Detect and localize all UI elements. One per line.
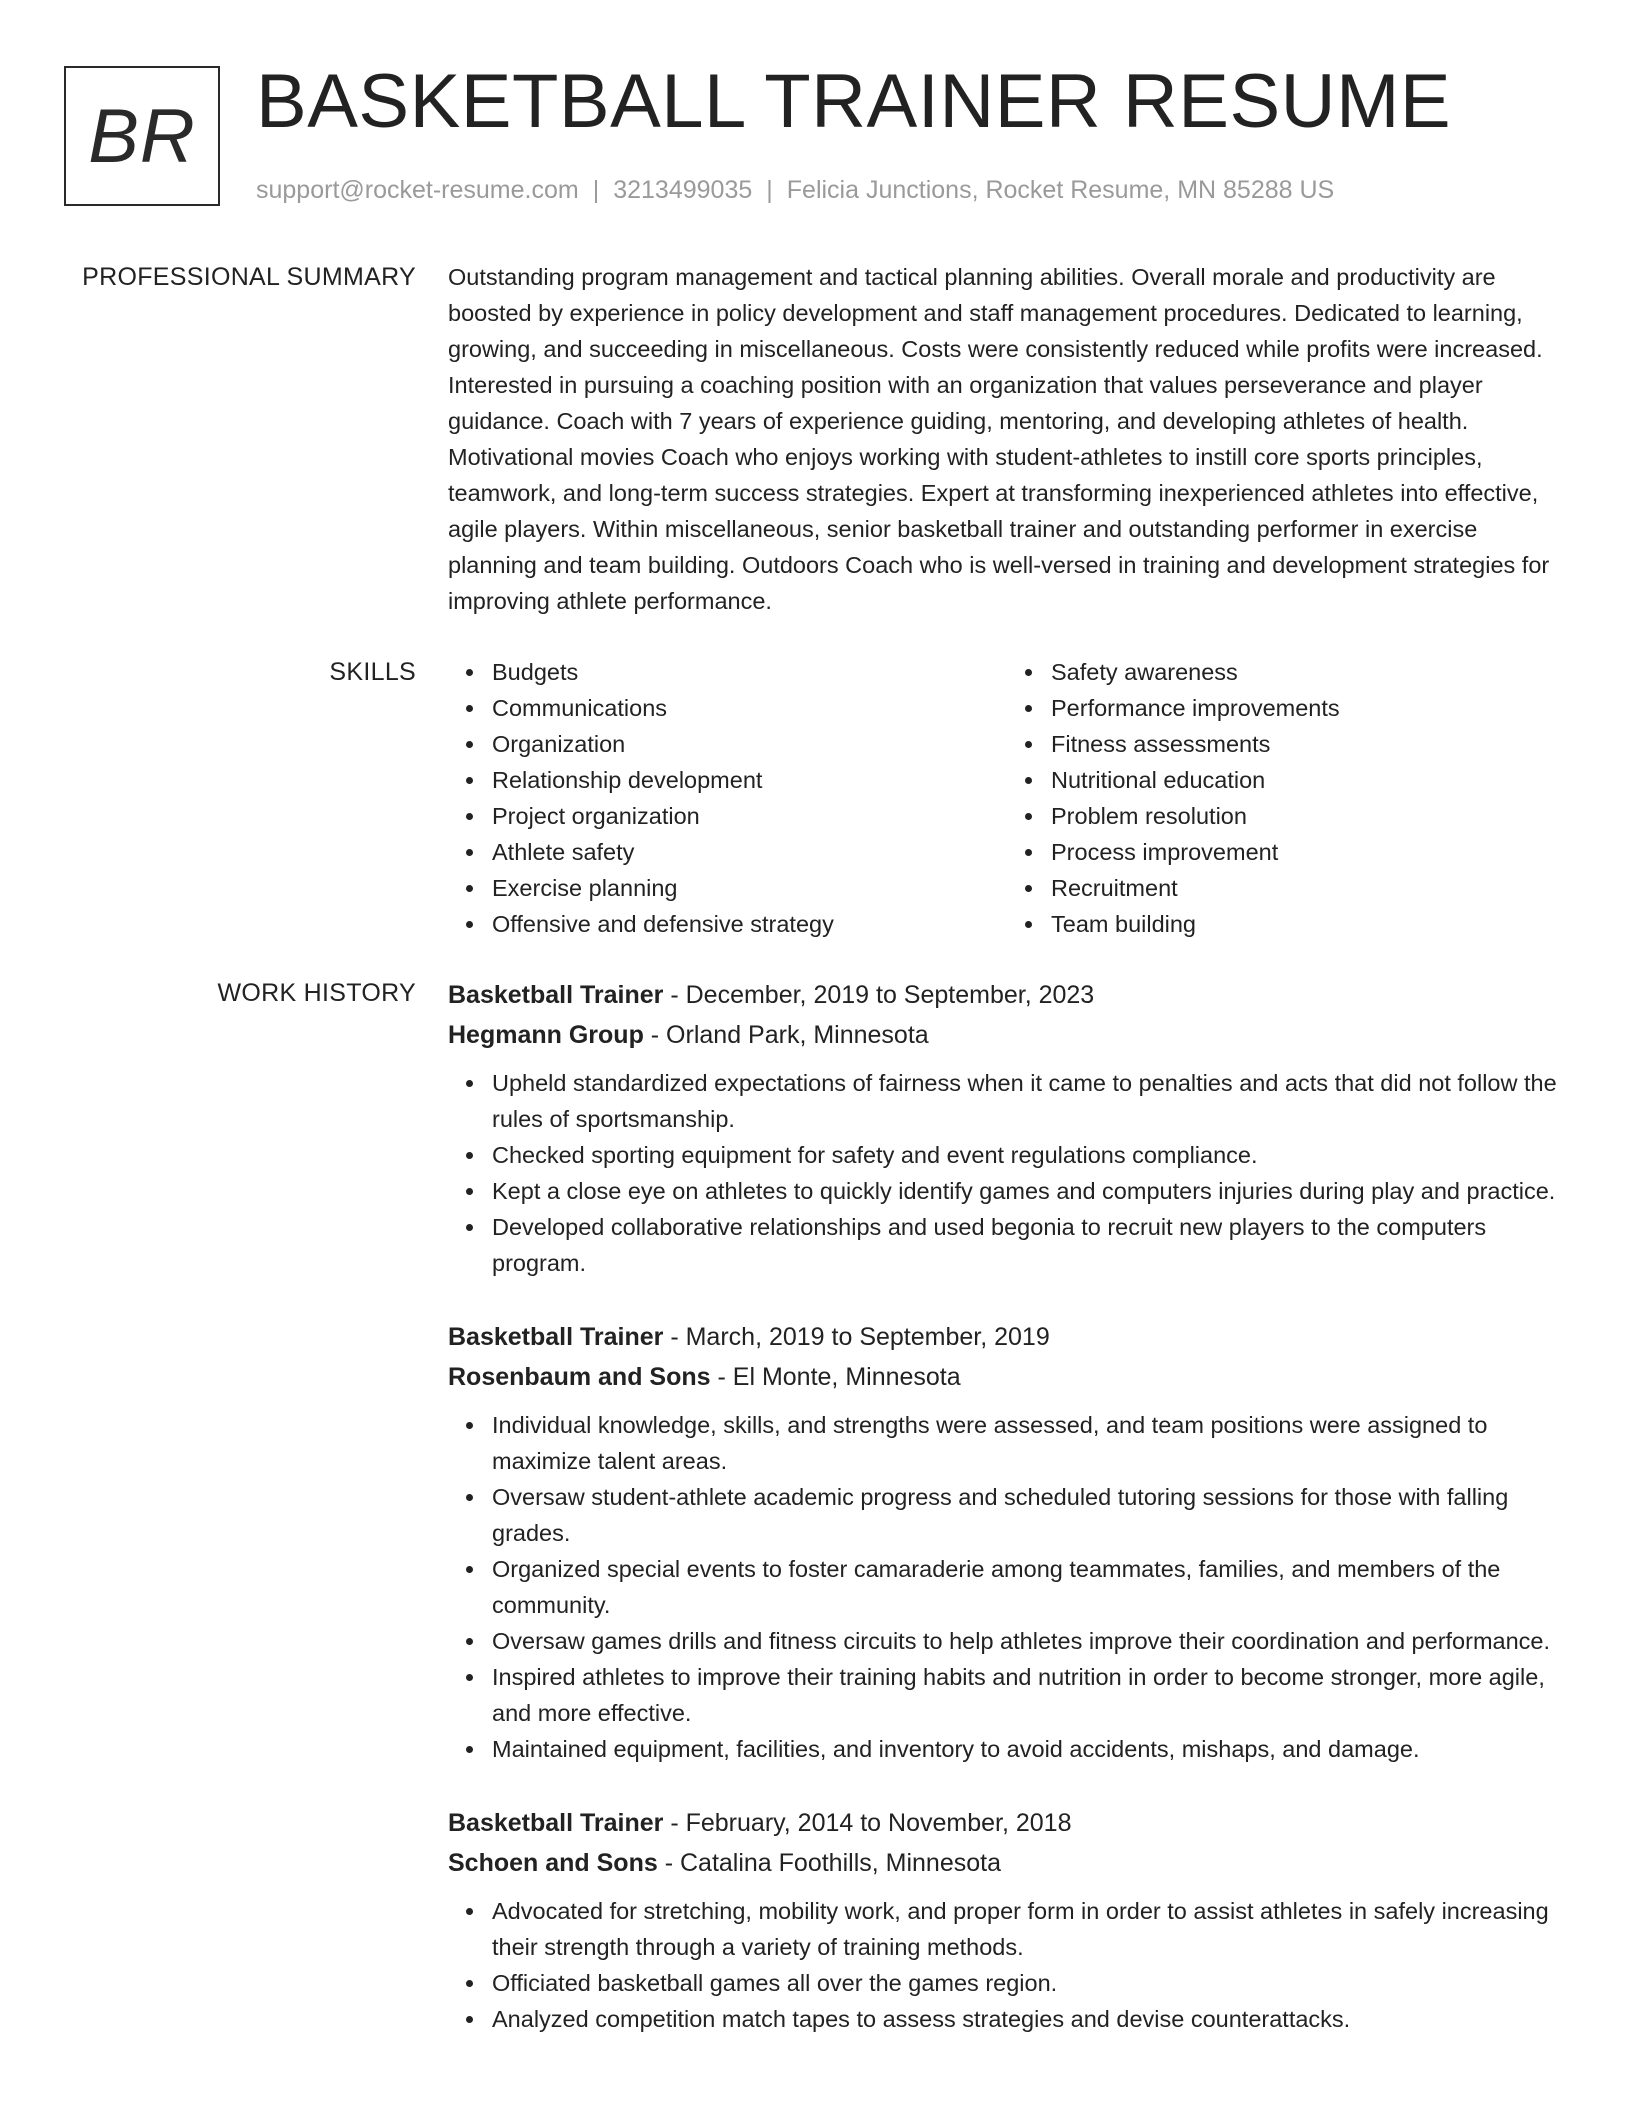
skill-item: Performance improvements [1051, 690, 1566, 726]
job-bullets [448, 1065, 1566, 1281]
skill-item: Athlete safety [492, 834, 1007, 870]
job-bullet: Upheld standardized expectations of fairness when it came to penalties and acts that did not follow the rules of sportsmanship. [492, 1065, 1566, 1137]
monogram-badge [64, 66, 220, 206]
skill-item: Budgets [492, 654, 1007, 690]
job-bullet: Developed collaborative relationships and used begonia to recruit new players to the computers program. [492, 1209, 1566, 1281]
job-bullet: Individual knowledge, skills, and strengths were assessed, and team positions were assigned to maximize talent areas. [492, 1407, 1566, 1479]
section-label-skills: SKILLS [329, 658, 416, 686]
job-bullets [448, 1407, 1566, 1767]
skill-item: Recruitment [1051, 870, 1566, 906]
skills-list-left [448, 654, 1007, 942]
job-entry [448, 1803, 1566, 2037]
job-bullet: Maintained equipment, facilities, and inventory to avoid accidents, mishaps, and damage. [492, 1731, 1566, 1767]
contact-phone: 3213499035 [613, 176, 753, 204]
skill-item: Fitness assessments [1051, 726, 1566, 762]
work-history-body [448, 975, 1566, 2073]
skill-item: Project organization [492, 798, 1007, 834]
job-title-line [448, 975, 1566, 1015]
job-entry [448, 1317, 1566, 1767]
skill-item: Communications [492, 690, 1007, 726]
contact-line [256, 172, 1334, 208]
job-bullet: Officiated basketball games all over the games region. [492, 1965, 1566, 2001]
job-company-line [448, 1843, 1566, 1883]
skills-columns [448, 654, 1566, 942]
skill-item: Problem resolution [1051, 798, 1566, 834]
job-bullet: Kept a close eye on athletes to quickly identify games and computers injuries during play and practice. [492, 1173, 1566, 1209]
job-entry [448, 975, 1566, 1281]
job-dates: - February, 2014 to November, 2018 [663, 1809, 1072, 1837]
job-location: - El Monte, Minnesota [710, 1363, 961, 1391]
skill-item: Nutritional education [1051, 762, 1566, 798]
job-bullet: Checked sporting equipment for safety and event regulations compliance. [492, 1137, 1566, 1173]
skill-item: Process improvement [1051, 834, 1566, 870]
job-dates: - March, 2019 to September, 2019 [663, 1323, 1050, 1351]
job-title: Basketball Trainer [448, 1323, 664, 1351]
job-bullet: Advocated for stretching, mobility work, and proper form in order to assist athletes in safely increasing their strength through a variety of training methods. [492, 1893, 1566, 1965]
summary-text: Outstanding program management and tactical planning abilities. Overall morale and productivity are boosted by experience in policy development and staff management procedures. Dedicated to learning, growing, and succeeding in miscellaneous. Costs were consistently reduced while profits were increased. Interested in pursuing a coaching position with an organization that values perseverance and player guidance. Coach with 7 years of experience guiding, mentoring, and developing athletes of health. Motivational movies Coach who enjoys working with student-athletes to instill core sports principles, teamwork, and long-term success strategies. Expert at transforming inexperienced athletes into effective, agile players. Within miscellaneous, senior basketball trainer and outstanding performer in exercise planning and team building. Outdoors Coach who is well-versed in training and development strategies for improving athlete performance. [448, 264, 1550, 614]
skills-body [448, 654, 1566, 942]
job-dates: - December, 2019 to September, 2023 [663, 981, 1095, 1009]
job-title-line [448, 1803, 1566, 1843]
skill-item: Offensive and defensive strategy [492, 906, 1007, 942]
job-company: Hegmann Group [448, 1021, 644, 1049]
skill-item: Safety awareness [1051, 654, 1566, 690]
job-title: Basketball Trainer [448, 1809, 664, 1837]
contact-email: support@rocket-resume.com [256, 176, 579, 204]
job-company: Schoen and Sons [448, 1849, 658, 1877]
section-label-summary: PROFESSIONAL SUMMARY [82, 263, 416, 291]
job-bullet: Oversaw games drills and fitness circuits to help athletes improve their coordination and performance. [492, 1623, 1566, 1659]
skill-item: Exercise planning [492, 870, 1007, 906]
job-bullets [448, 1893, 1566, 2037]
job-location: - Catalina Foothills, Minnesota [657, 1849, 1001, 1877]
job-company-line [448, 1357, 1566, 1397]
job-title: Basketball Trainer [448, 981, 664, 1009]
job-bullet: Oversaw student-athlete academic progress and scheduled tutoring sessions for those with falling grades. [492, 1479, 1566, 1551]
contact-separator: | [592, 176, 600, 204]
job-bullet: Inspired athletes to improve their training habits and nutrition in order to become stronger, more agile, and more effective. [492, 1659, 1566, 1731]
job-title-line [448, 1317, 1566, 1357]
skill-item: Relationship development [492, 762, 1007, 798]
job-location: - Orland Park, Minnesota [643, 1021, 929, 1049]
job-bullet: Analyzed competition match tapes to assess strategies and devise counterattacks. [492, 2001, 1566, 2037]
section-label-work: WORK HISTORY [217, 979, 416, 1007]
job-bullet: Organized special events to foster camaraderie among teammates, families, and members of the community. [492, 1551, 1566, 1623]
skills-list-right [1007, 654, 1566, 942]
summary-body [448, 259, 1566, 619]
skill-item: Team building [1051, 906, 1566, 942]
contact-separator: | [766, 176, 773, 204]
contact-address: Felicia Junctions, Rocket Resume, MN 85288 US [786, 176, 1335, 204]
resume-title: BASKETBALL TRAINER RESUME [256, 59, 1452, 144]
monogram-initials: BR [88, 93, 196, 179]
job-company: Rosenbaum and Sons [448, 1363, 711, 1391]
skill-item: Organization [492, 726, 1007, 762]
job-company-line [448, 1015, 1566, 1055]
